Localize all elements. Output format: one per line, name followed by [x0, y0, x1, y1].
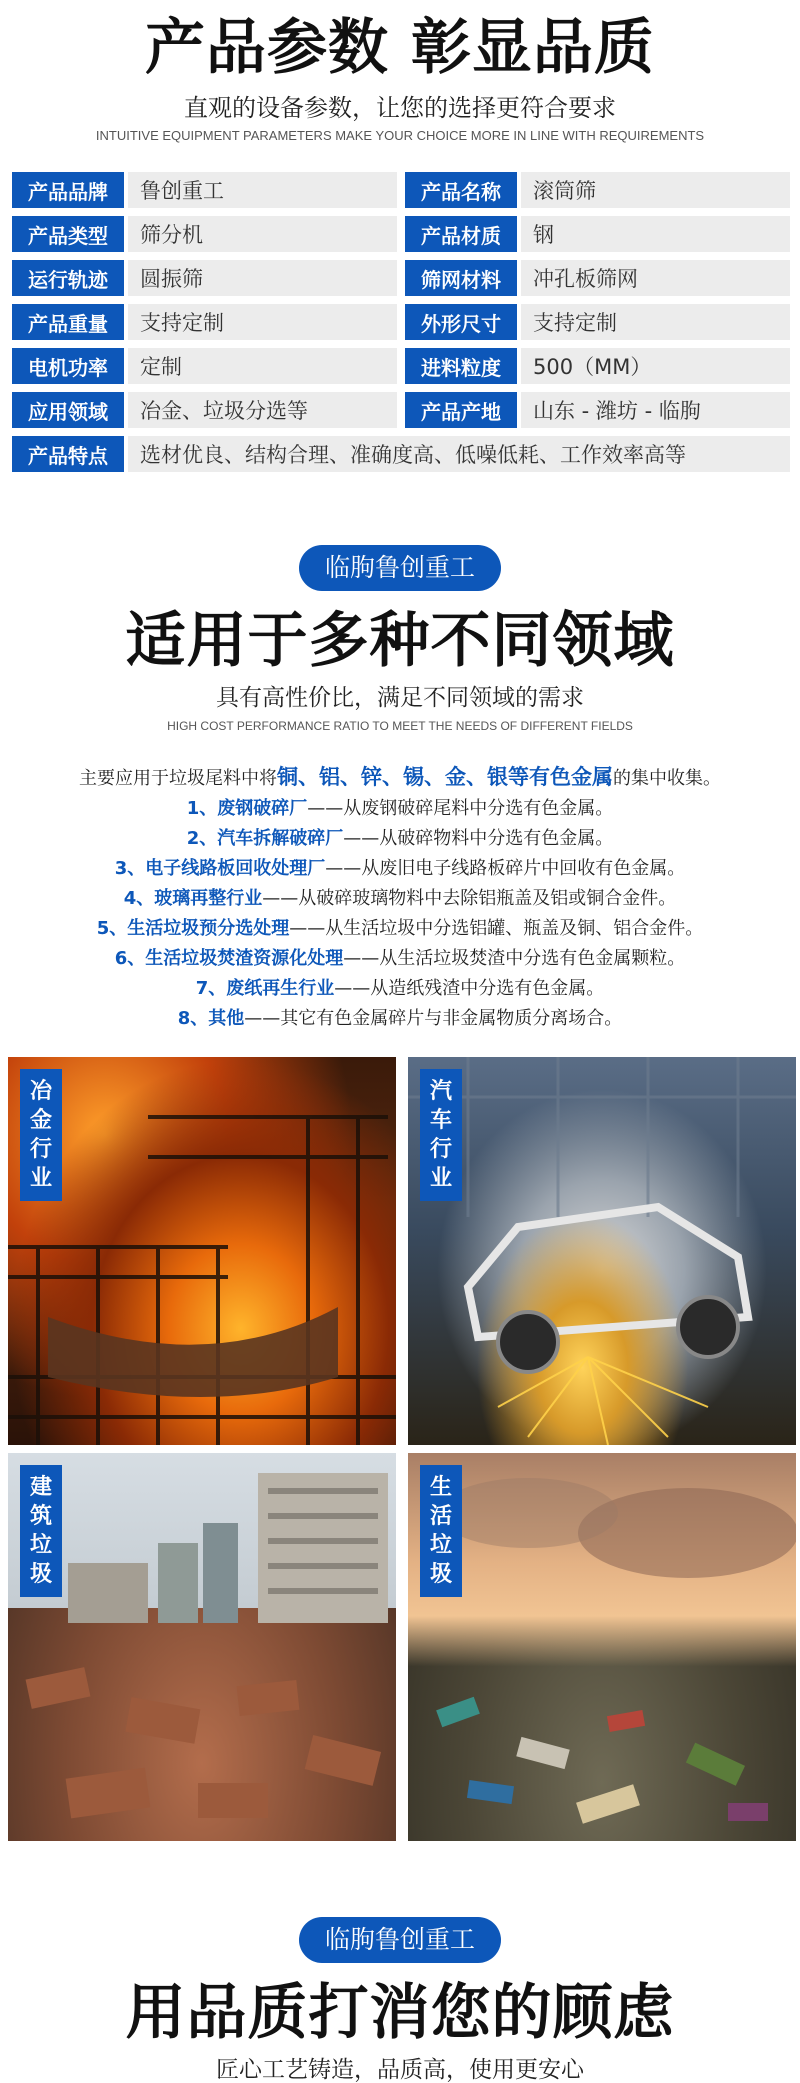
list-item — [0, 854, 800, 884]
tag-char: 金 — [29, 1108, 52, 1133]
params-header — [0, 8, 800, 143]
spec-cell — [12, 304, 397, 340]
item-desc: ——从破碎玻璃物料中去除铝瓶盖及铝或铜合金件。 — [262, 888, 677, 909]
spec-value: 定制 — [128, 348, 397, 384]
list-item — [0, 884, 800, 914]
spec-cell — [405, 392, 790, 428]
spec-cell — [12, 392, 397, 428]
tag-char: 筑 — [29, 1504, 52, 1529]
industry-tag — [420, 1069, 462, 1201]
industry-tag — [20, 1465, 62, 1597]
list-item — [0, 1004, 800, 1034]
spec-row — [12, 348, 790, 384]
spec-row — [12, 260, 790, 296]
tag-char: 垃 — [29, 1533, 52, 1558]
fields-header — [0, 545, 800, 733]
tag-char: 圾 — [29, 1562, 52, 1587]
item-name: 6、生活垃圾焚渣资源化处理 — [114, 948, 344, 969]
intro-text: 的集中收集。 — [613, 768, 721, 789]
quality-header — [0, 1917, 800, 2083]
spec-row — [12, 392, 790, 428]
spec-row — [12, 172, 790, 208]
spec-value: 鲁创重工 — [128, 172, 397, 208]
params-title: 产品参数 彰显品质 — [145, 13, 655, 83]
item-desc: ——从生活垃圾中分选铝罐、瓶盖及铜、铝合金件。 — [289, 918, 704, 939]
spec-value: 钢 — [521, 216, 790, 252]
list-item — [0, 974, 800, 1004]
item-desc: ——从破碎物料中分选有色金属。 — [343, 828, 614, 849]
spec-label: 应用领域 — [12, 392, 124, 428]
spec-label: 筛网材料 — [405, 260, 517, 296]
spec-row — [12, 216, 790, 252]
spec-value: 选材优良、结构合理、准确度高、低噪低耗、工作效率高等 — [128, 436, 790, 472]
spec-label: 产品材质 — [405, 216, 517, 252]
list-item — [0, 914, 800, 944]
spec-label: 产品产地 — [405, 392, 517, 428]
metallurgy-photo — [8, 1057, 396, 1445]
spec-value: 500（MM） — [521, 348, 790, 384]
spec-cell — [12, 172, 397, 208]
item-name: 2、汽车拆解破碎厂 — [186, 828, 344, 849]
params-subtitle: 直观的设备参数，让您的选择更符合要求 — [184, 94, 616, 122]
item-name: 3、电子线路板回收处理厂 — [114, 858, 326, 879]
item-name: 7、废纸再生行业 — [195, 978, 335, 999]
spec-label: 进料粒度 — [405, 348, 517, 384]
tag-char: 冶 — [29, 1079, 52, 1104]
construction-illustration — [8, 1453, 396, 1841]
fields-subtitle: 具有高性价比，满足不同领域的需求 — [216, 685, 584, 711]
company-badge: 临朐鲁创重工 — [299, 545, 501, 591]
item-desc: ——其它有色金属碎片与非金属物质分离场合。 — [244, 1008, 623, 1029]
item-name: 4、玻璃再整行业 — [123, 888, 263, 909]
company-badge: 临朐鲁创重工 — [299, 1917, 501, 1963]
quality-subtitle: 匠心工艺铸造，品质高，使用更安心 — [216, 2057, 584, 2083]
params-subtitle-en: INTUITIVE EQUIPMENT PARAMETERS MAKE YOUR CHOICE MORE IN LINE WITH REQUIREMENTS — [95, 128, 705, 143]
tag-char: 汽 — [429, 1079, 452, 1104]
applications-list — [0, 762, 800, 1034]
spec-cell — [405, 216, 790, 252]
spec-value: 支持定制 — [521, 304, 790, 340]
automotive-illustration — [408, 1057, 796, 1445]
spec-cell — [12, 260, 397, 296]
construction-waste-photo — [8, 1453, 396, 1841]
tag-char: 业 — [429, 1166, 452, 1191]
spec-value: 滚筒筛 — [521, 172, 790, 208]
spec-label: 电机功率 — [12, 348, 124, 384]
list-item — [0, 824, 800, 854]
household-waste-illustration — [408, 1453, 796, 1841]
automotive-photo — [408, 1057, 796, 1445]
item-name: 5、生活垃圾预分选处理 — [96, 918, 290, 939]
applications-intro — [0, 762, 800, 794]
spec-value: 山东 - 潍坊 - 临朐 — [521, 392, 790, 428]
spec-value: 冶金、垃圾分选等 — [128, 392, 397, 428]
tag-char: 车 — [429, 1108, 452, 1133]
spec-row-features — [12, 436, 790, 472]
metallurgy-illustration — [8, 1057, 396, 1445]
item-desc: ——从废旧电子线路板碎片中回收有色金属。 — [325, 858, 686, 879]
tag-char: 行 — [29, 1137, 52, 1162]
spec-table — [12, 172, 790, 480]
spec-label: 运行轨迹 — [12, 260, 124, 296]
spec-label: 外形尺寸 — [405, 304, 517, 340]
list-item — [0, 944, 800, 974]
spec-cell — [12, 216, 397, 252]
spec-value: 支持定制 — [128, 304, 397, 340]
item-desc: ——从生活垃圾焚渣中分选有色金属颗粒。 — [343, 948, 686, 969]
spec-value: 筛分机 — [128, 216, 397, 252]
spec-cell — [405, 348, 790, 384]
intro-highlight: 铜、铝、锌、锡、金、银等有色金属 — [277, 765, 613, 789]
list-item — [0, 794, 800, 824]
tag-char: 生 — [429, 1475, 452, 1500]
item-name: 1、废钢破碎厂 — [186, 798, 308, 819]
item-desc: ——从废钢破碎尾料中分选有色金属。 — [307, 798, 614, 819]
tag-char: 垃 — [429, 1533, 452, 1558]
spec-label: 产品重量 — [12, 304, 124, 340]
spec-cell — [405, 172, 790, 208]
tag-char: 业 — [29, 1166, 52, 1191]
fields-subtitle-en: HIGH COST PERFORMANCE RATIO TO MEET THE NEEDS OF DIFFERENT FIELDS — [167, 719, 633, 733]
item-desc: ——从造纸残渣中分选有色金属。 — [334, 978, 605, 999]
item-name: 8、其他 — [177, 1008, 245, 1029]
spec-label: 产品名称 — [405, 172, 517, 208]
intro-text: 主要应用于垃圾尾料中将 — [79, 768, 277, 789]
tag-char: 圾 — [429, 1562, 452, 1587]
spec-cell — [405, 304, 790, 340]
spec-label: 产品类型 — [12, 216, 124, 252]
spec-cell — [12, 348, 397, 384]
industry-tag — [20, 1069, 62, 1201]
tag-char: 活 — [429, 1504, 452, 1529]
spec-label: 产品特点 — [12, 436, 124, 472]
industry-tag — [420, 1465, 462, 1597]
fields-title: 适用于多种不同领域 — [125, 606, 675, 676]
spec-value: 冲孔板筛网 — [521, 260, 790, 296]
quality-title: 用品质打消您的顾虑 — [125, 1978, 675, 2048]
spec-value: 圆振筛 — [128, 260, 397, 296]
spec-row — [12, 304, 790, 340]
spec-label: 产品品牌 — [12, 172, 124, 208]
spec-cell — [405, 260, 790, 296]
tag-char: 行 — [429, 1137, 452, 1162]
tag-char: 建 — [29, 1475, 52, 1500]
household-waste-photo — [408, 1453, 796, 1841]
